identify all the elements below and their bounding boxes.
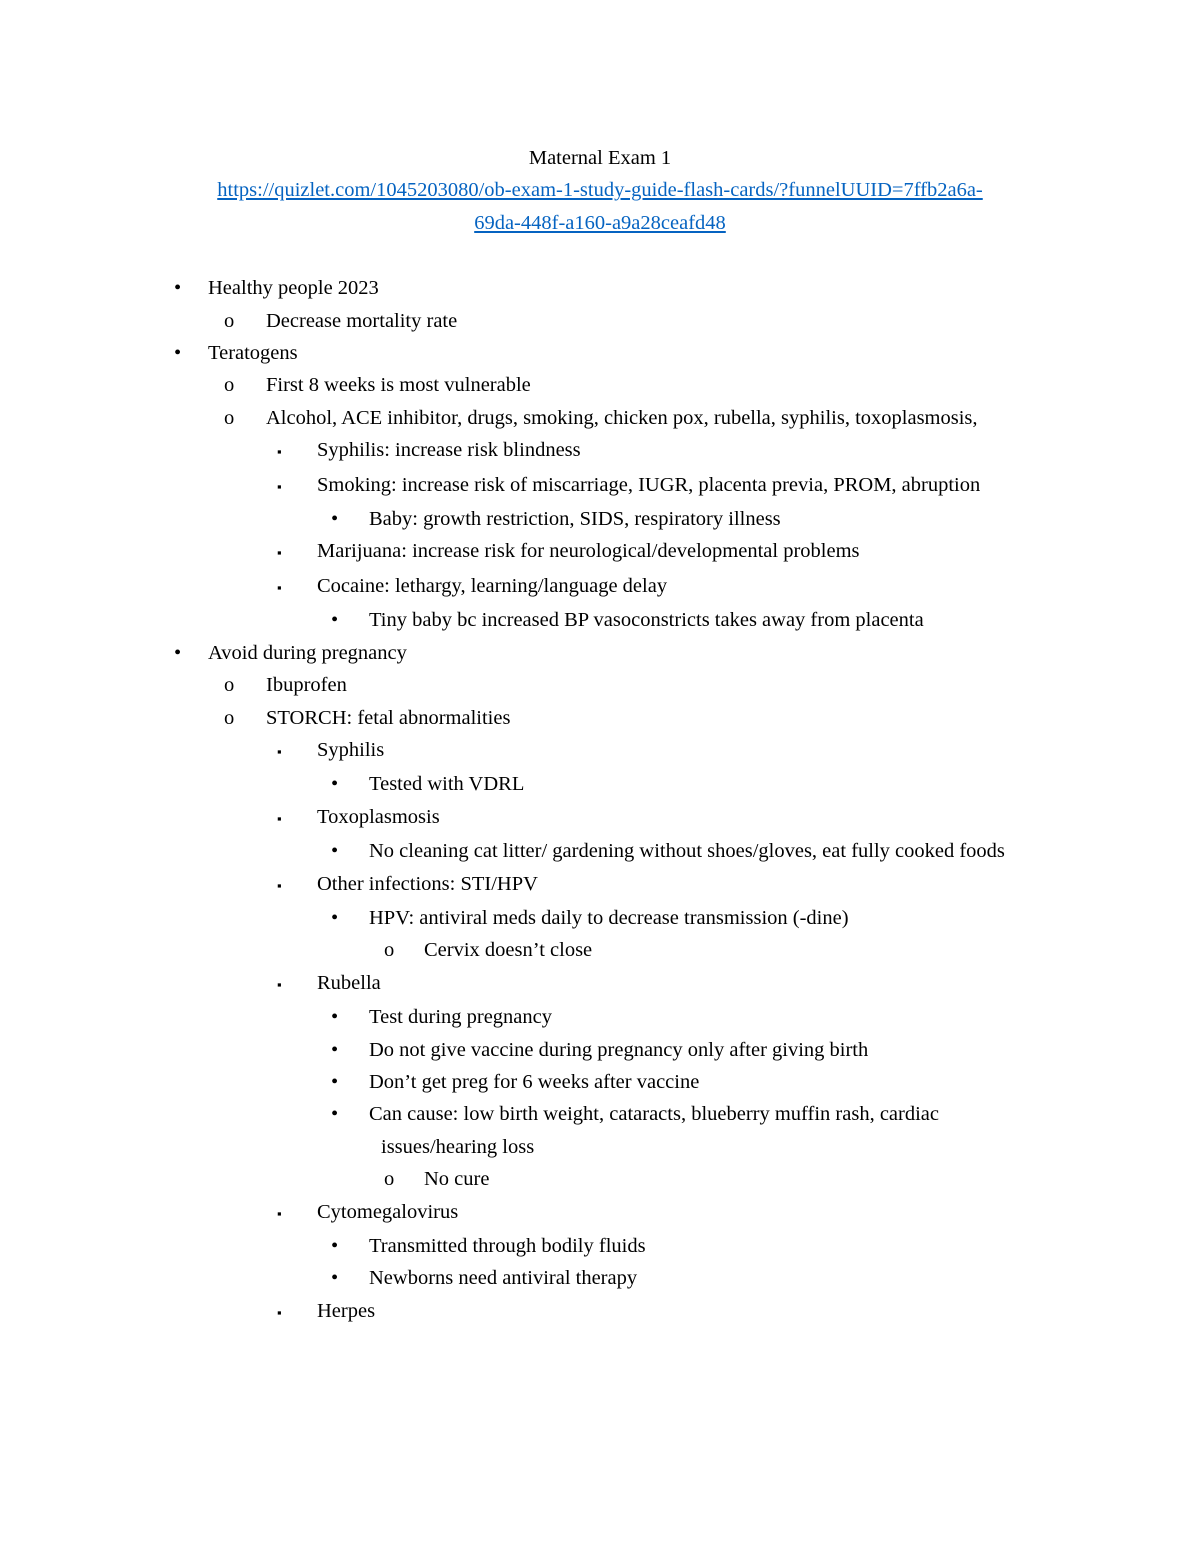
quizlet-link[interactable] <box>217 179 983 233</box>
list-item-text: Transmitted through bodily fluids <box>369 1235 646 1257</box>
list-item <box>0 604 1200 636</box>
list-item-text: No cleaning cat litter/ gardening without shoes/gloves, eat fully cooked foods <box>369 840 1005 863</box>
bullet-icon: ▪ <box>277 1304 282 1320</box>
bullet-icon: ▪ <box>277 478 282 494</box>
quizlet-link-line1: https://quizlet.com/1045203080/ob-exam-1-study-guide-flash-cards/?funnelUUID=7ffb2a6a- <box>217 179 983 202</box>
bullet-icon: o <box>224 406 235 429</box>
list-item <box>0 768 1200 800</box>
list-item-text: Herpes <box>317 1299 376 1322</box>
list-item <box>0 402 1200 434</box>
list-item-text: Syphilis: increase risk blindness <box>317 439 581 462</box>
list-item <box>0 1295 1200 1329</box>
list-item-text: HPV: antiviral meds daily to decrease transmission (-dine) <box>369 906 849 929</box>
list-item-text: First 8 weeks is most vulnerable <box>266 374 531 397</box>
bullet-icon: ▪ <box>277 976 282 992</box>
list-item <box>0 369 1200 401</box>
list-item-text: Avoid during pregnancy <box>208 641 407 664</box>
bullet-icon: ▪ <box>277 743 282 759</box>
bullet-icon: • <box>174 641 182 664</box>
list-item <box>0 535 1200 569</box>
list-item <box>0 637 1200 669</box>
list-item-text: Cervix doesn’t close <box>424 939 593 962</box>
list-item-text: Rubella <box>317 971 381 994</box>
bullet-icon: • <box>331 1267 339 1290</box>
bullet-icon: ▪ <box>277 579 282 595</box>
list-item-text: Baby: growth restriction, SIDS, respiratory illness <box>369 508 781 531</box>
list-item-text: STORCH: fetal abnormalities <box>266 706 511 729</box>
list-item <box>0 669 1200 701</box>
list-item <box>0 1262 1200 1294</box>
list-item <box>0 835 1200 867</box>
bullet-icon: • <box>331 508 339 531</box>
list-item-text: Toxoplasmosis <box>317 805 440 828</box>
bullet-icon: • <box>331 1103 339 1126</box>
list-item-text: Test during pregnancy <box>369 1006 553 1029</box>
list-item-text: No cure <box>424 1168 490 1191</box>
list-item-text: Tiny baby bc increased BP vasoconstricts takes away from placenta <box>369 609 924 632</box>
bullet-icon: ▪ <box>277 1205 282 1221</box>
bullet-icon: • <box>331 1006 339 1029</box>
list-item-text: Newborns need antiviral therapy <box>369 1267 638 1290</box>
quizlet-link-line2: 69da-448f-a160-a9a28ceafd48 <box>474 211 726 234</box>
list-item-text: Healthy people 2023 <box>208 277 379 300</box>
list-item <box>0 1001 1200 1033</box>
bullet-icon: ▪ <box>277 877 282 893</box>
document-header <box>0 0 1200 239</box>
list-item-text: Smoking: increase risk of miscarriage, IUGR, placenta previa, PROM, abruption <box>317 473 981 496</box>
list-item-text: Tested with VDRL <box>369 773 525 796</box>
bullet-icon: ▪ <box>277 810 282 826</box>
list-item <box>0 1098 1200 1163</box>
list-item <box>0 337 1200 369</box>
list-item <box>0 1196 1200 1230</box>
bullet-icon: • <box>174 342 182 365</box>
list-item <box>0 702 1200 734</box>
list-item <box>0 1066 1200 1098</box>
list-item <box>0 570 1200 604</box>
list-item <box>0 469 1200 503</box>
list-item <box>0 734 1200 768</box>
list-item-text: Other infections: STI/HPV <box>317 872 538 895</box>
list-item-text: Marijuana: increase risk for neurological/developmental problems <box>317 540 860 563</box>
bullet-list <box>0 272 1200 1329</box>
bullet-icon: • <box>331 840 339 863</box>
list-item <box>0 868 1200 902</box>
bullet-icon: o <box>384 939 395 962</box>
list-item-text: Cytomegalovirus <box>317 1200 459 1223</box>
bullet-icon: o <box>224 309 235 332</box>
bullet-icon: • <box>331 1235 339 1257</box>
list-item-text: Alcohol, ACE inhibitor, drugs, smoking, chicken pox, rubella, syphilis, toxoplasmosis, <box>266 406 978 429</box>
list-item-text: Cocaine: lethargy, learning/language delay <box>317 574 668 597</box>
list-item <box>0 503 1200 535</box>
bullet-icon: • <box>331 609 339 632</box>
bullet-icon: o <box>224 706 235 729</box>
bullet-icon: o <box>224 674 235 697</box>
bullet-icon: • <box>331 1038 339 1061</box>
list-item <box>0 902 1200 934</box>
bullet-icon: ▪ <box>277 444 282 460</box>
list-item-text: Do not give vaccine during pregnancy only after giving birth <box>369 1038 869 1061</box>
list-item-text: Syphilis <box>317 738 385 761</box>
list-item <box>0 934 1200 966</box>
list-item <box>0 967 1200 1001</box>
list-item-text: Can cause: low birth weight, cataracts, blueberry muffin rash, cardiac issues/hearing loss <box>369 1103 939 1158</box>
list-item <box>0 305 1200 337</box>
list-item <box>0 434 1200 468</box>
bullet-icon: ▪ <box>277 545 282 561</box>
bullet-icon: • <box>331 906 339 929</box>
list-item <box>0 1230 1200 1262</box>
bullet-icon: • <box>331 773 339 796</box>
page-title: Maternal Exam 1 <box>528 147 672 169</box>
list-item <box>0 272 1200 304</box>
list-item-text: Teratogens <box>208 342 298 365</box>
list-item <box>0 801 1200 835</box>
list-item-text: Ibuprofen <box>266 674 347 697</box>
list-item <box>0 1034 1200 1066</box>
list-item-text: Decrease mortality rate <box>266 309 458 332</box>
list-item-text: Don’t get preg for 6 weeks after vaccine <box>369 1070 700 1093</box>
bullet-icon: o <box>384 1168 395 1191</box>
list-item <box>0 1163 1200 1195</box>
bullet-icon: o <box>224 374 235 397</box>
bullet-icon: • <box>174 277 182 300</box>
bullet-icon: • <box>331 1070 339 1093</box>
